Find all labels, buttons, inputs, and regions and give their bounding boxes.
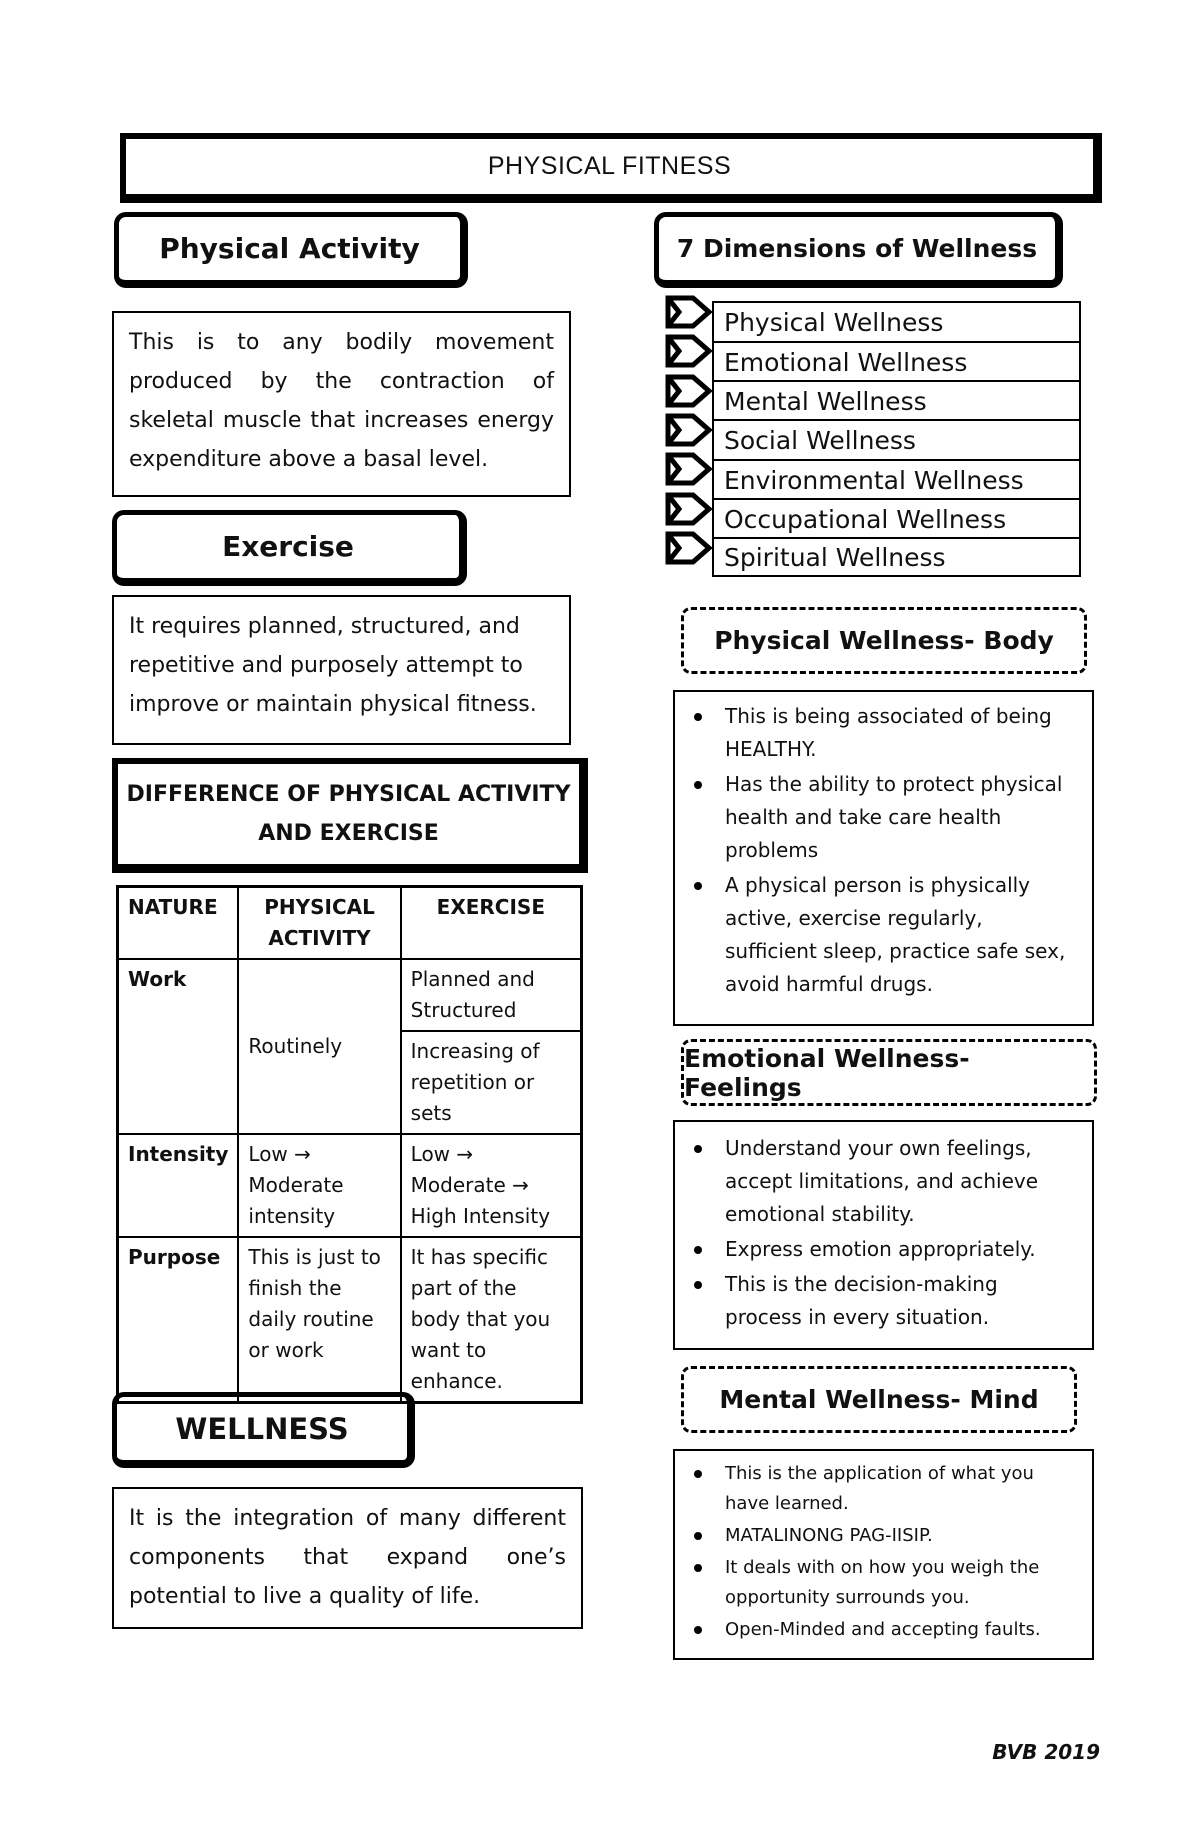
physical-wellness-box — [673, 690, 1094, 1026]
footer-credit: BVB 2019 — [992, 1740, 1100, 1764]
column-header-nature: NATURE — [118, 887, 239, 960]
bullet-text: This is the decision-making process in every situation. — [725, 1272, 998, 1329]
list-item — [675, 1553, 1092, 1613]
wellness-definition: It is the integration of many different components that expand one’s potential to live a quality of life. — [112, 1487, 583, 1629]
list-item — [675, 768, 1092, 867]
dimension-item: Social Wellness — [712, 419, 1081, 459]
purpose-exercise: It has specific part of the body that you want to enhance. — [401, 1237, 582, 1403]
bookmark-arrow-icon — [665, 334, 713, 368]
list-item — [675, 1233, 1092, 1266]
dimension-item: Mental Wellness — [712, 380, 1081, 420]
bullet-text: This is being associated of being HEALTHY. — [725, 704, 1052, 761]
dimension-item: Spiritual Wellness — [712, 537, 1081, 577]
column-header-physical-activity: PHYSICAL ACTIVITY — [238, 887, 400, 960]
table-row — [118, 1134, 582, 1237]
work-exercise-b: Increasing of repetition or sets — [401, 1031, 582, 1134]
bookmark-arrow-icon — [665, 374, 713, 408]
dimension-item: Environmental Wellness — [712, 459, 1081, 499]
emotional-wellness-box — [673, 1120, 1094, 1350]
page-title: PHYSICAL FITNESS — [120, 133, 1102, 203]
difference-heading — [112, 758, 588, 873]
bullet-text: A physical person is physically active, exercise regularly, sufficient sleep, practice safe sex, avoid harmful drugs. — [725, 873, 1066, 996]
list-item — [675, 869, 1092, 1001]
dimension-item: Occupational Wellness — [712, 498, 1081, 538]
bookmark-arrow-icon — [665, 295, 713, 329]
list-item — [675, 1459, 1092, 1519]
physical-wellness-heading: Physical Wellness- Body — [681, 607, 1087, 674]
row-label-purpose: Purpose — [118, 1237, 239, 1403]
work-physical-activity: Routinely — [238, 959, 400, 1134]
bullet-text: Open-Minded and accepting faults. — [725, 1619, 1041, 1640]
bullet-text: Has the ability to protect physical health and take care health problems — [725, 772, 1063, 862]
intensity-physical-activity: Low → Moderate intensity — [238, 1134, 400, 1237]
list-item — [675, 1521, 1092, 1551]
dimension-item: Emotional Wellness — [712, 341, 1081, 381]
table-row — [118, 959, 582, 1031]
table-row — [118, 1237, 582, 1403]
physical-activity-heading: Physical Activity — [114, 212, 468, 288]
bookmark-arrow-icon — [665, 531, 713, 565]
intensity-exercise: Low → Moderate → High Intensity — [401, 1134, 582, 1237]
bullet-text: MATALINONG PAG-IISIP. — [725, 1525, 933, 1546]
difference-heading-line1: DIFFERENCE OF PHYSICAL ACTIVITY — [126, 782, 571, 807]
bullet-text: Understand your own feelings, accept limitations, and achieve emotional stability. — [725, 1136, 1039, 1226]
list-item — [675, 1615, 1092, 1645]
list-item — [675, 1132, 1092, 1231]
list-item — [675, 700, 1092, 766]
table-header-row — [118, 887, 582, 960]
row-label-intensity: Intensity — [118, 1134, 239, 1237]
dimension-item: Physical Wellness — [712, 301, 1081, 341]
column-header-exercise: EXERCISE — [401, 887, 582, 960]
difference-table — [116, 885, 583, 1404]
exercise-heading: Exercise — [112, 510, 467, 586]
dimensions-heading: 7 Dimensions of Wellness — [654, 212, 1063, 288]
bookmark-arrow-icon — [665, 452, 713, 486]
bullet-text: Express emotion appropriately. — [725, 1237, 1036, 1261]
mental-wellness-box — [673, 1449, 1094, 1660]
purpose-physical-activity: This is just to finish the daily routine or work — [238, 1237, 400, 1403]
wellness-heading: WELLNESS — [112, 1392, 415, 1468]
bullet-text: This is the application of what you have learned. — [725, 1463, 1034, 1514]
physical-activity-definition: This is to any bodily movement produced by the contraction of skeletal muscle that increases energy expenditure above a basal level. — [112, 311, 571, 497]
work-exercise-a: Planned and Structured — [401, 959, 582, 1031]
emotional-wellness-heading: Emotional Wellness- Feelings — [681, 1039, 1097, 1106]
list-item — [675, 1268, 1092, 1334]
difference-heading-line2: AND EXERCISE — [258, 821, 439, 846]
bullet-text: It deals with on how you weigh the opportunity surrounds you. — [725, 1557, 1040, 1608]
bookmark-arrow-icon — [665, 413, 713, 447]
row-label-work: Work — [118, 959, 239, 1134]
bookmark-arrow-icon — [665, 492, 713, 526]
exercise-definition: It requires planned, structured, and repetitive and purposely attempt to improve or maintain physical fitness. — [112, 595, 571, 745]
mental-wellness-heading: Mental Wellness- Mind — [681, 1366, 1077, 1433]
